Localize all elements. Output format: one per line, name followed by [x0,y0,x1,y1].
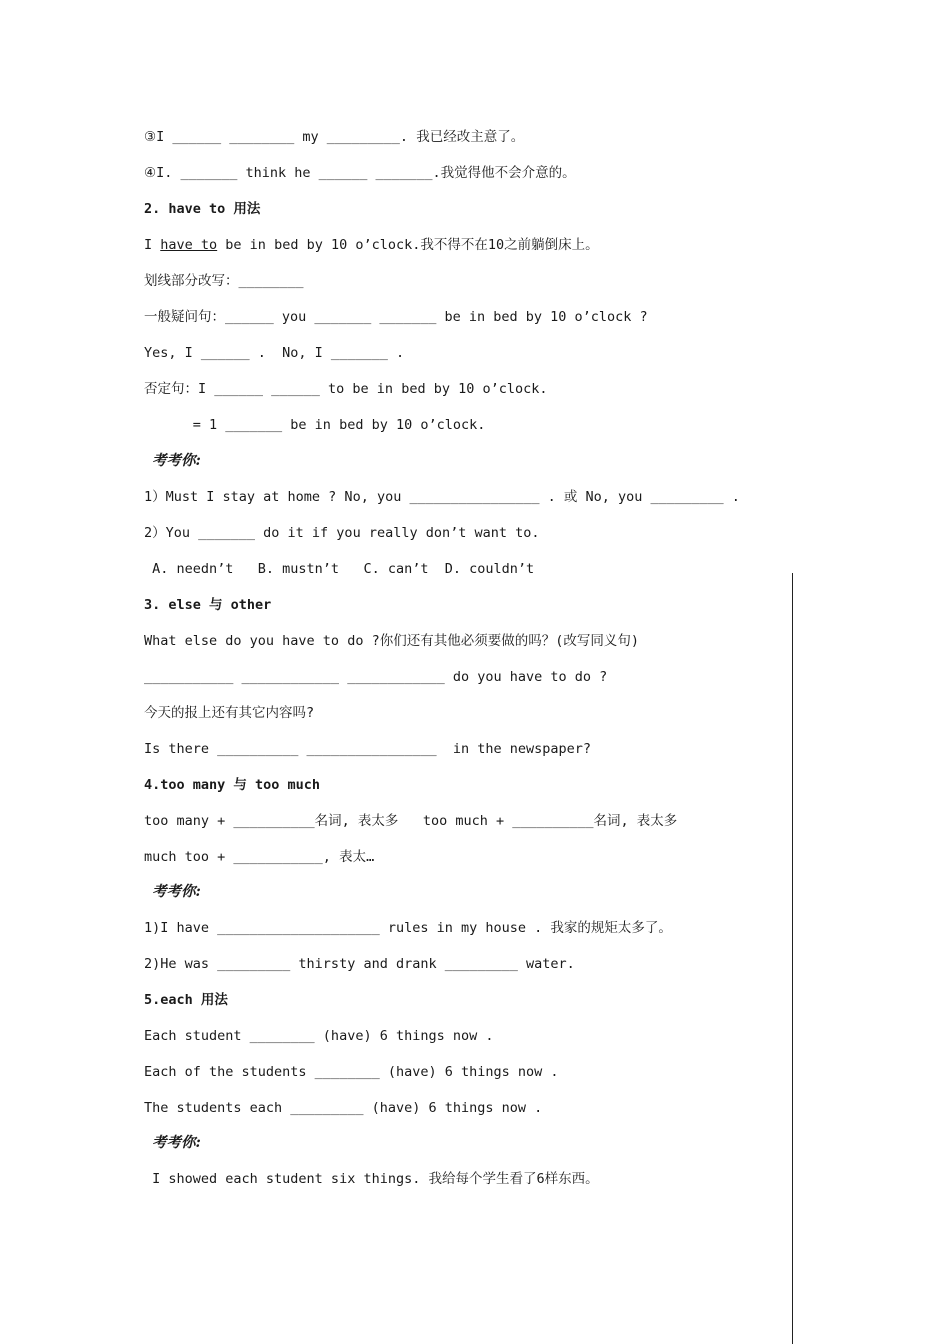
quiz-1-options: A. needn’t B. mustn’t C. can’t D. couldn’t [144,561,535,577]
exercise-line-3: ③I ______ ________ my _________. 我已经改主意了。 [144,129,525,145]
quiz-heading-3: 考考你: [152,1134,201,1151]
section-heading-else-other: 3. else 与 other [144,597,272,613]
much-too-rule: much too + ___________, 表太… [144,849,375,865]
example-prefix: I [144,237,161,253]
general-question-line: 一般疑问句：______ you _______ _______ be in bed by 10 o’clock ? [144,309,648,325]
quiz-2-item-1: 1)I have ____________________ rules in my house . 我家的规矩太多了。 [144,920,672,936]
quiz-heading-2: 考考你: [152,883,201,900]
each-item-1: Each student ________ (have) 6 things now . [144,1028,494,1044]
quiz-1-item-2: 2）You _______ do it if you really don’t want to. [144,525,540,541]
margin-divider-line [792,573,793,1344]
each-item-2: Each of the students ________ (have) 6 things now . [144,1064,559,1080]
section-heading-have-to: 2. have to 用法 [144,201,261,217]
each-item-3: The students each _________ (have) 6 things now . [144,1100,543,1116]
newspaper-question-cn: 今天的报上还有其它内容吗? [144,705,315,721]
exercise-line-4: ④I. _______ think he ______ _______.我觉得他不会介意的。 [144,165,576,181]
section-heading-too-many: 4.too many 与 too much [144,777,321,793]
underlined-phrase: have to [160,237,218,253]
negative-line: 否定句：I ______ ______ to be in bed by 10 o’clock. [144,381,548,397]
else-rewrite-blanks: ___________ ____________ ____________ do you have to do ? [144,669,608,685]
quiz-3-item-1: I showed each student six things. 我给每个学生看了6样东西。 [144,1171,599,1187]
quiz-2-item-2: 2)He was _________ thirsty and drank _________ water. [144,956,575,972]
negative-equivalent-line: = 1 _______ be in bed by 10 o’clock. [144,417,486,433]
section-heading-each: 5.each 用法 [144,992,228,1008]
too-many-rule: too many + __________名词, 表太多 too much + __________名词, 表太多 [144,813,678,829]
quiz-1-item-1: 1）Must I stay at home ? No, you ________________ . 或 No, you _________ . [144,489,740,505]
newspaper-question-en: Is there __________ ________________ in the newspaper? [144,741,592,757]
else-example: What else do you have to do ?你们还有其他必须要做的吗？(改写同义句) [144,633,639,649]
answer-line: Yes, I ______ . No, I _______ . [144,345,405,361]
have-to-example [144,235,599,255]
rewrite-underlined-line: 划线部分改写：________ [144,273,304,289]
example-suffix: be in bed by 10 o’clock.我不得不在10之前躺倒床上。 [217,237,599,253]
quiz-heading-1: 考考你: [152,452,201,469]
